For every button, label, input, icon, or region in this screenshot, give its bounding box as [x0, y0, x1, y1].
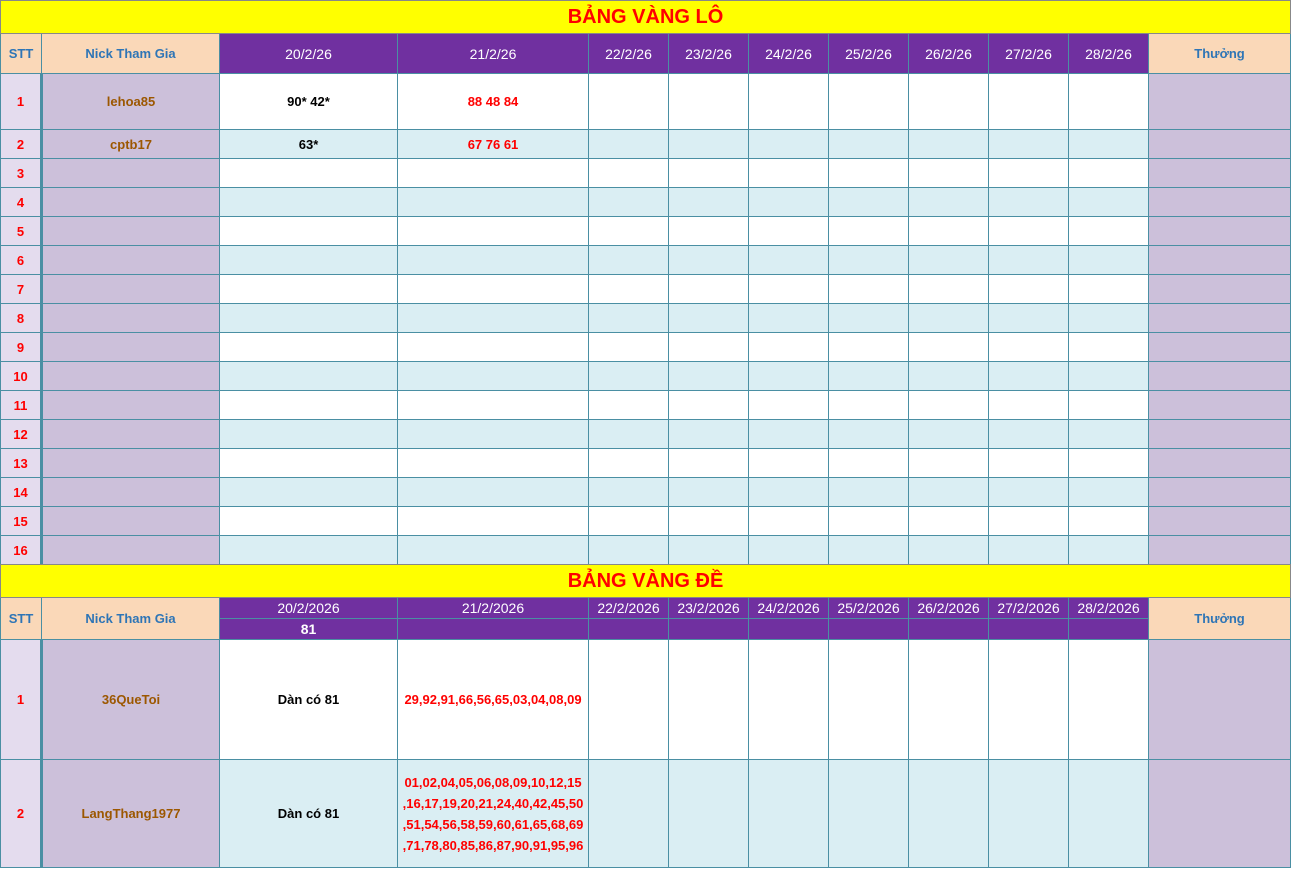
- de-result-cell: 81: [220, 619, 398, 640]
- de-nick-header: Nick Tham Gia: [42, 598, 220, 640]
- lo-pick-cell[interactable]: [829, 246, 909, 275]
- de-pick-cell[interactable]: [589, 640, 669, 760]
- de-date-header: 23/2/2026: [669, 598, 749, 619]
- lo-pick-cell[interactable]: [749, 362, 829, 391]
- de-date-header: 26/2/2026: [909, 598, 989, 619]
- lo-pick-cell[interactable]: [589, 217, 669, 246]
- lo-pick-cell[interactable]: [398, 478, 589, 507]
- lo-pick-cell[interactable]: [989, 420, 1069, 449]
- de-title: BẢNG VÀNG ĐỀ: [1, 565, 1291, 598]
- lo-thuong-cell: [1149, 246, 1291, 275]
- lo-pick-cell[interactable]: [1069, 304, 1149, 333]
- de-table-row: [1, 640, 1291, 760]
- lo-header-row: [1, 34, 1291, 74]
- dan-line: ,71,78,80,85,86,87,90,91,95,96: [402, 837, 584, 853]
- lo-pick-cell[interactable]: [669, 420, 749, 449]
- lo-pick-cell[interactable]: [1069, 362, 1149, 391]
- de-date-header: 20/2/2026: [220, 598, 398, 619]
- lo-stt-cell: 5: [1, 217, 42, 246]
- lo-stt-cell: 13: [1, 449, 42, 478]
- lo-pick-cell[interactable]: [909, 362, 989, 391]
- de-pick-cell[interactable]: [909, 760, 989, 868]
- lo-stt-cell: 9: [1, 333, 42, 362]
- lo-pick-cell[interactable]: [749, 478, 829, 507]
- lo-pick-cell[interactable]: [829, 536, 909, 565]
- lo-pick-cell[interactable]: [669, 333, 749, 362]
- lo-date-header: 26/2/26: [909, 34, 989, 74]
- lo-thuong-cell: [1149, 507, 1291, 536]
- lo-pick-cell[interactable]: [829, 333, 909, 362]
- lo-pick-cell[interactable]: [398, 420, 589, 449]
- de-pick-cell[interactable]: [829, 640, 909, 760]
- de-date-header: 24/2/2026: [749, 598, 829, 619]
- lo-pick-cell[interactable]: [989, 74, 1069, 130]
- lo-table-row: [1, 246, 1291, 275]
- lo-pick-cell[interactable]: [829, 130, 909, 159]
- de-result-cell: [749, 619, 829, 640]
- de-pick-cell[interactable]: [398, 760, 589, 868]
- lo-pick-cell[interactable]: [749, 188, 829, 217]
- lo-pick-cell[interactable]: [1069, 478, 1149, 507]
- lo-nick-cell: [42, 217, 220, 246]
- lo-pick-cell[interactable]: [749, 74, 829, 130]
- lo-pick-cell[interactable]: [829, 74, 909, 130]
- lo-pick-cell[interactable]: 67 76 61: [398, 130, 589, 159]
- lo-pick-cell[interactable]: [398, 391, 589, 420]
- lo-stt-cell: 3: [1, 159, 42, 188]
- lo-pick-cell[interactable]: [1069, 449, 1149, 478]
- lo-pick-cell[interactable]: [669, 507, 749, 536]
- de-date-header: 21/2/2026: [398, 598, 589, 619]
- lo-pick-cell[interactable]: [589, 130, 669, 159]
- de-stt-cell: 1: [1, 640, 42, 760]
- lo-thuong-cell: [1149, 391, 1291, 420]
- lo-stt-cell: 10: [1, 362, 42, 391]
- lo-pick-cell[interactable]: [749, 217, 829, 246]
- lo-pick-cell[interactable]: [669, 304, 749, 333]
- lo-stt-cell: 8: [1, 304, 42, 333]
- lo-thuong-cell: [1149, 130, 1291, 159]
- lo-nick-header: Nick Tham Gia: [42, 34, 220, 74]
- lo-pick-cell[interactable]: [909, 188, 989, 217]
- lo-pick-cell[interactable]: [749, 130, 829, 159]
- lo-nick-cell: [42, 159, 220, 188]
- lo-pick-cell[interactable]: [909, 536, 989, 565]
- lo-pick-cell[interactable]: [589, 449, 669, 478]
- lo-pick-cell[interactable]: [398, 246, 589, 275]
- lo-pick-cell[interactable]: [669, 478, 749, 507]
- lo-pick-cell[interactable]: [669, 217, 749, 246]
- lo-stt-cell: 15: [1, 507, 42, 536]
- lo-pick-cell[interactable]: [1069, 159, 1149, 188]
- lo-pick-cell[interactable]: [1069, 130, 1149, 159]
- de-pick-cell[interactable]: [749, 640, 829, 760]
- lo-pick-cell[interactable]: [398, 159, 589, 188]
- lo-pick-cell[interactable]: [589, 74, 669, 130]
- lo-pick-cell[interactable]: [669, 536, 749, 565]
- lo-pick-cell[interactable]: [829, 478, 909, 507]
- lo-pick-cell[interactable]: [749, 304, 829, 333]
- lo-pick-cell[interactable]: [1069, 217, 1149, 246]
- lo-pick-cell[interactable]: [669, 188, 749, 217]
- lo-table-row: [1, 449, 1291, 478]
- lo-pick-cell[interactable]: [829, 507, 909, 536]
- lo-nick-cell: [42, 275, 220, 304]
- de-pick-cell[interactable]: [1069, 640, 1149, 760]
- lo-pick-cell[interactable]: [909, 507, 989, 536]
- lo-pick-cell[interactable]: [989, 246, 1069, 275]
- lo-pick-cell[interactable]: [589, 159, 669, 188]
- lo-pick-cell[interactable]: [220, 391, 398, 420]
- lo-pick-cell[interactable]: [829, 420, 909, 449]
- lo-pick-cell[interactable]: [398, 449, 589, 478]
- lo-pick-cell[interactable]: [1069, 188, 1149, 217]
- lo-pick-cell[interactable]: [220, 333, 398, 362]
- lo-pick-cell[interactable]: [398, 333, 589, 362]
- lo-stt-cell: 4: [1, 188, 42, 217]
- lo-thuong-cell: [1149, 478, 1291, 507]
- lo-pick-cell[interactable]: [589, 420, 669, 449]
- lo-pick-cell[interactable]: [909, 304, 989, 333]
- lo-stt-cell: 6: [1, 246, 42, 275]
- de-table-row: [1, 760, 1291, 868]
- lo-pick-cell[interactable]: [909, 217, 989, 246]
- de-pick-cell[interactable]: [669, 760, 749, 868]
- lo-thuong-cell: [1149, 333, 1291, 362]
- de-stt-header: STT: [1, 598, 42, 640]
- lo-pick-cell[interactable]: [669, 362, 749, 391]
- lo-pick-cell[interactable]: [669, 159, 749, 188]
- lo-pick-cell[interactable]: [909, 130, 989, 159]
- lo-pick-cell[interactable]: [589, 536, 669, 565]
- lo-table-row: [1, 217, 1291, 246]
- lo-pick-cell[interactable]: 90* 42*: [220, 74, 398, 130]
- lo-nick-cell: lehoa85: [42, 74, 220, 130]
- lo-pick-cell[interactable]: [1069, 391, 1149, 420]
- lo-title: BẢNG VÀNG LÔ: [1, 1, 1291, 34]
- lo-date-header: 27/2/26: [989, 34, 1069, 74]
- lo-pick-cell[interactable]: [989, 304, 1069, 333]
- de-pick-cell[interactable]: [989, 760, 1069, 868]
- lo-pick-cell[interactable]: [220, 478, 398, 507]
- lo-stt-cell: 11: [1, 391, 42, 420]
- lo-pick-cell[interactable]: [1069, 275, 1149, 304]
- lo-pick-cell[interactable]: [989, 507, 1069, 536]
- lo-date-header: 28/2/26: [1069, 34, 1149, 74]
- lo-pick-cell[interactable]: [220, 304, 398, 333]
- lo-pick-cell[interactable]: [749, 420, 829, 449]
- de-pick-cell[interactable]: [669, 640, 749, 760]
- lo-pick-cell[interactable]: [749, 507, 829, 536]
- lo-thuong-cell: [1149, 304, 1291, 333]
- lo-pick-cell[interactable]: [589, 304, 669, 333]
- lo-stt-cell: 2: [1, 130, 42, 159]
- bang-vang-de-table: [0, 564, 1291, 868]
- de-pick-cell[interactable]: [829, 760, 909, 868]
- lo-pick-cell[interactable]: [989, 391, 1069, 420]
- lo-pick-cell[interactable]: [989, 536, 1069, 565]
- lo-date-header: 21/2/26: [398, 34, 589, 74]
- lo-thuong-cell: [1149, 420, 1291, 449]
- lo-date-header: 23/2/26: [669, 34, 749, 74]
- lo-table-row: [1, 478, 1291, 507]
- lo-pick-cell[interactable]: [220, 217, 398, 246]
- lo-pick-cell[interactable]: [1069, 333, 1149, 362]
- lo-pick-cell[interactable]: [589, 478, 669, 507]
- lo-pick-cell[interactable]: [220, 275, 398, 304]
- lo-pick-cell[interactable]: [669, 275, 749, 304]
- lo-pick-cell[interactable]: [909, 478, 989, 507]
- lo-pick-cell[interactable]: [909, 420, 989, 449]
- lo-date-header: 20/2/26: [220, 34, 398, 74]
- lo-nick-cell: [42, 536, 220, 565]
- de-result-cell: [669, 619, 749, 640]
- lo-pick-cell[interactable]: [1069, 74, 1149, 130]
- de-pick-cell[interactable]: [989, 640, 1069, 760]
- lo-pick-cell[interactable]: [989, 159, 1069, 188]
- de-date-header: 28/2/2026: [1069, 598, 1149, 619]
- de-pick-cell[interactable]: [1069, 760, 1149, 868]
- lo-pick-cell[interactable]: [909, 333, 989, 362]
- lo-pick-cell[interactable]: [220, 188, 398, 217]
- de-pick-cell[interactable]: Dàn có 81: [220, 760, 398, 868]
- lo-pick-cell[interactable]: [398, 188, 589, 217]
- lo-table-row: [1, 74, 1291, 130]
- de-pick-cell[interactable]: [909, 640, 989, 760]
- de-pick-cell[interactable]: Dàn có 81: [220, 640, 398, 760]
- lo-thuong-cell: [1149, 362, 1291, 391]
- lo-pick-cell[interactable]: [669, 130, 749, 159]
- lo-thuong-cell: [1149, 536, 1291, 565]
- lo-pick-cell[interactable]: [909, 275, 989, 304]
- dan-line: ,16,17,19,20,21,24,40,42,45,50: [402, 795, 584, 811]
- lo-pick-cell[interactable]: [220, 362, 398, 391]
- lo-pick-cell[interactable]: [589, 362, 669, 391]
- lo-pick-cell[interactable]: [829, 159, 909, 188]
- lo-pick-cell[interactable]: [220, 536, 398, 565]
- lo-thuong-cell: [1149, 449, 1291, 478]
- lo-table-row: [1, 362, 1291, 391]
- lo-pick-cell[interactable]: [669, 246, 749, 275]
- de-date-header: 22/2/2026: [589, 598, 669, 619]
- lo-thuong-cell: [1149, 74, 1291, 130]
- de-pick-cell[interactable]: [589, 760, 669, 868]
- de-result-cell: [1069, 619, 1149, 640]
- lo-pick-cell[interactable]: [749, 159, 829, 188]
- lo-stt-cell: 7: [1, 275, 42, 304]
- lo-pick-cell[interactable]: [589, 391, 669, 420]
- lo-date-header: 25/2/26: [829, 34, 909, 74]
- lo-nick-cell: [42, 304, 220, 333]
- lo-pick-cell[interactable]: [1069, 507, 1149, 536]
- lo-pick-cell[interactable]: 88 48 84: [398, 74, 589, 130]
- lo-thuong-cell: [1149, 275, 1291, 304]
- lo-nick-cell: [42, 478, 220, 507]
- lo-nick-cell: [42, 188, 220, 217]
- lo-stt-cell: 1: [1, 74, 42, 130]
- lo-table-row: [1, 507, 1291, 536]
- de-thuong-cell: [1149, 640, 1291, 760]
- lo-pick-cell[interactable]: [589, 188, 669, 217]
- lo-pick-cell[interactable]: [749, 449, 829, 478]
- lo-pick-cell[interactable]: [1069, 420, 1149, 449]
- lo-date-header: 24/2/26: [749, 34, 829, 74]
- de-result-cell: [829, 619, 909, 640]
- lo-pick-cell[interactable]: [1069, 536, 1149, 565]
- lo-pick-cell[interactable]: [749, 275, 829, 304]
- lo-table-row: [1, 130, 1291, 159]
- lo-pick-cell[interactable]: [220, 246, 398, 275]
- lo-pick-cell[interactable]: [909, 391, 989, 420]
- lo-pick-cell[interactable]: [220, 420, 398, 449]
- lo-table-row: [1, 333, 1291, 362]
- de-result-cell: [909, 619, 989, 640]
- lo-pick-cell[interactable]: [220, 449, 398, 478]
- lo-pick-cell[interactable]: [829, 217, 909, 246]
- lo-pick-cell[interactable]: [829, 391, 909, 420]
- lo-pick-cell[interactable]: 63*: [220, 130, 398, 159]
- de-header-row: [1, 598, 1291, 619]
- lo-pick-cell[interactable]: [829, 275, 909, 304]
- lo-pick-cell[interactable]: [398, 304, 589, 333]
- dan-line: 01,02,04,05,06,08,09,10,12,15: [404, 774, 582, 790]
- lo-pick-cell[interactable]: [669, 74, 749, 130]
- lo-table-row: [1, 188, 1291, 217]
- lo-table-row: [1, 275, 1291, 304]
- lo-thuong-cell: [1149, 188, 1291, 217]
- lo-pick-cell[interactable]: [589, 333, 669, 362]
- lo-nick-cell: [42, 420, 220, 449]
- de-date-header: 27/2/2026: [989, 598, 1069, 619]
- lo-pick-cell[interactable]: [989, 130, 1069, 159]
- de-pick-cell[interactable]: 29,92,91,66,56,65,03,04,08,09: [398, 640, 589, 760]
- lo-stt-header: STT: [1, 34, 42, 74]
- lo-stt-cell: 14: [1, 478, 42, 507]
- lo-pick-cell[interactable]: [909, 246, 989, 275]
- lo-date-header: 22/2/26: [589, 34, 669, 74]
- lo-pick-cell[interactable]: [749, 536, 829, 565]
- lo-pick-cell[interactable]: [749, 333, 829, 362]
- de-date-header: 25/2/2026: [829, 598, 909, 619]
- lo-pick-cell[interactable]: [589, 275, 669, 304]
- lo-thuong-cell: [1149, 217, 1291, 246]
- lo-pick-cell[interactable]: [909, 74, 989, 130]
- de-nick-cell: 36QueToi: [42, 640, 220, 760]
- lo-pick-cell[interactable]: [909, 159, 989, 188]
- lo-pick-cell[interactable]: [829, 188, 909, 217]
- lo-stt-cell: 16: [1, 536, 42, 565]
- lo-pick-cell[interactable]: [749, 246, 829, 275]
- lo-thuong-header: Thưởng: [1149, 34, 1291, 74]
- de-nick-cell: LangThang1977: [42, 760, 220, 868]
- lo-pick-cell[interactable]: [398, 536, 589, 565]
- de-thuong-cell: [1149, 760, 1291, 868]
- lo-stt-cell: 12: [1, 420, 42, 449]
- de-result-cell: [398, 619, 589, 640]
- de-stt-cell: 2: [1, 760, 42, 868]
- lo-pick-cell[interactable]: [829, 362, 909, 391]
- lo-nick-cell: [42, 449, 220, 478]
- lo-pick-cell[interactable]: [398, 507, 589, 536]
- lo-table-row: [1, 536, 1291, 565]
- lo-pick-cell[interactable]: [989, 362, 1069, 391]
- lo-nick-cell: cptb17: [42, 130, 220, 159]
- de-pick-cell[interactable]: [749, 760, 829, 868]
- lo-pick-cell[interactable]: [989, 449, 1069, 478]
- lo-pick-cell[interactable]: [398, 362, 589, 391]
- lo-nick-cell: [42, 246, 220, 275]
- lo-pick-cell[interactable]: [989, 217, 1069, 246]
- lo-nick-cell: [42, 362, 220, 391]
- lo-table-row: [1, 159, 1291, 188]
- lo-nick-cell: [42, 507, 220, 536]
- lo-pick-cell[interactable]: [669, 391, 749, 420]
- lo-pick-cell[interactable]: [749, 391, 829, 420]
- de-thuong-header: Thưởng: [1149, 598, 1291, 640]
- lo-nick-cell: [42, 333, 220, 362]
- de-result-cell: [989, 619, 1069, 640]
- lo-table-row: [1, 391, 1291, 420]
- lo-pick-cell[interactable]: [989, 333, 1069, 362]
- lo-table-row: [1, 304, 1291, 333]
- lo-pick-cell[interactable]: [1069, 246, 1149, 275]
- lo-pick-cell[interactable]: [989, 478, 1069, 507]
- lo-pick-cell[interactable]: [589, 246, 669, 275]
- lo-pick-cell[interactable]: [909, 449, 989, 478]
- lo-pick-cell[interactable]: [829, 304, 909, 333]
- lo-pick-cell[interactable]: [220, 507, 398, 536]
- lo-pick-cell[interactable]: [589, 507, 669, 536]
- lo-pick-cell[interactable]: [669, 449, 749, 478]
- lo-pick-cell[interactable]: [989, 188, 1069, 217]
- lo-pick-cell[interactable]: [398, 217, 589, 246]
- dan-line: ,51,54,56,58,59,60,61,65,68,69: [402, 816, 584, 832]
- de-result-cell: [589, 619, 669, 640]
- lo-pick-cell[interactable]: [989, 275, 1069, 304]
- lo-pick-cell[interactable]: [829, 449, 909, 478]
- lo-table-row: [1, 420, 1291, 449]
- lo-pick-cell[interactable]: [220, 159, 398, 188]
- lo-pick-cell[interactable]: [398, 275, 589, 304]
- lo-thuong-cell: [1149, 159, 1291, 188]
- lo-nick-cell: [42, 391, 220, 420]
